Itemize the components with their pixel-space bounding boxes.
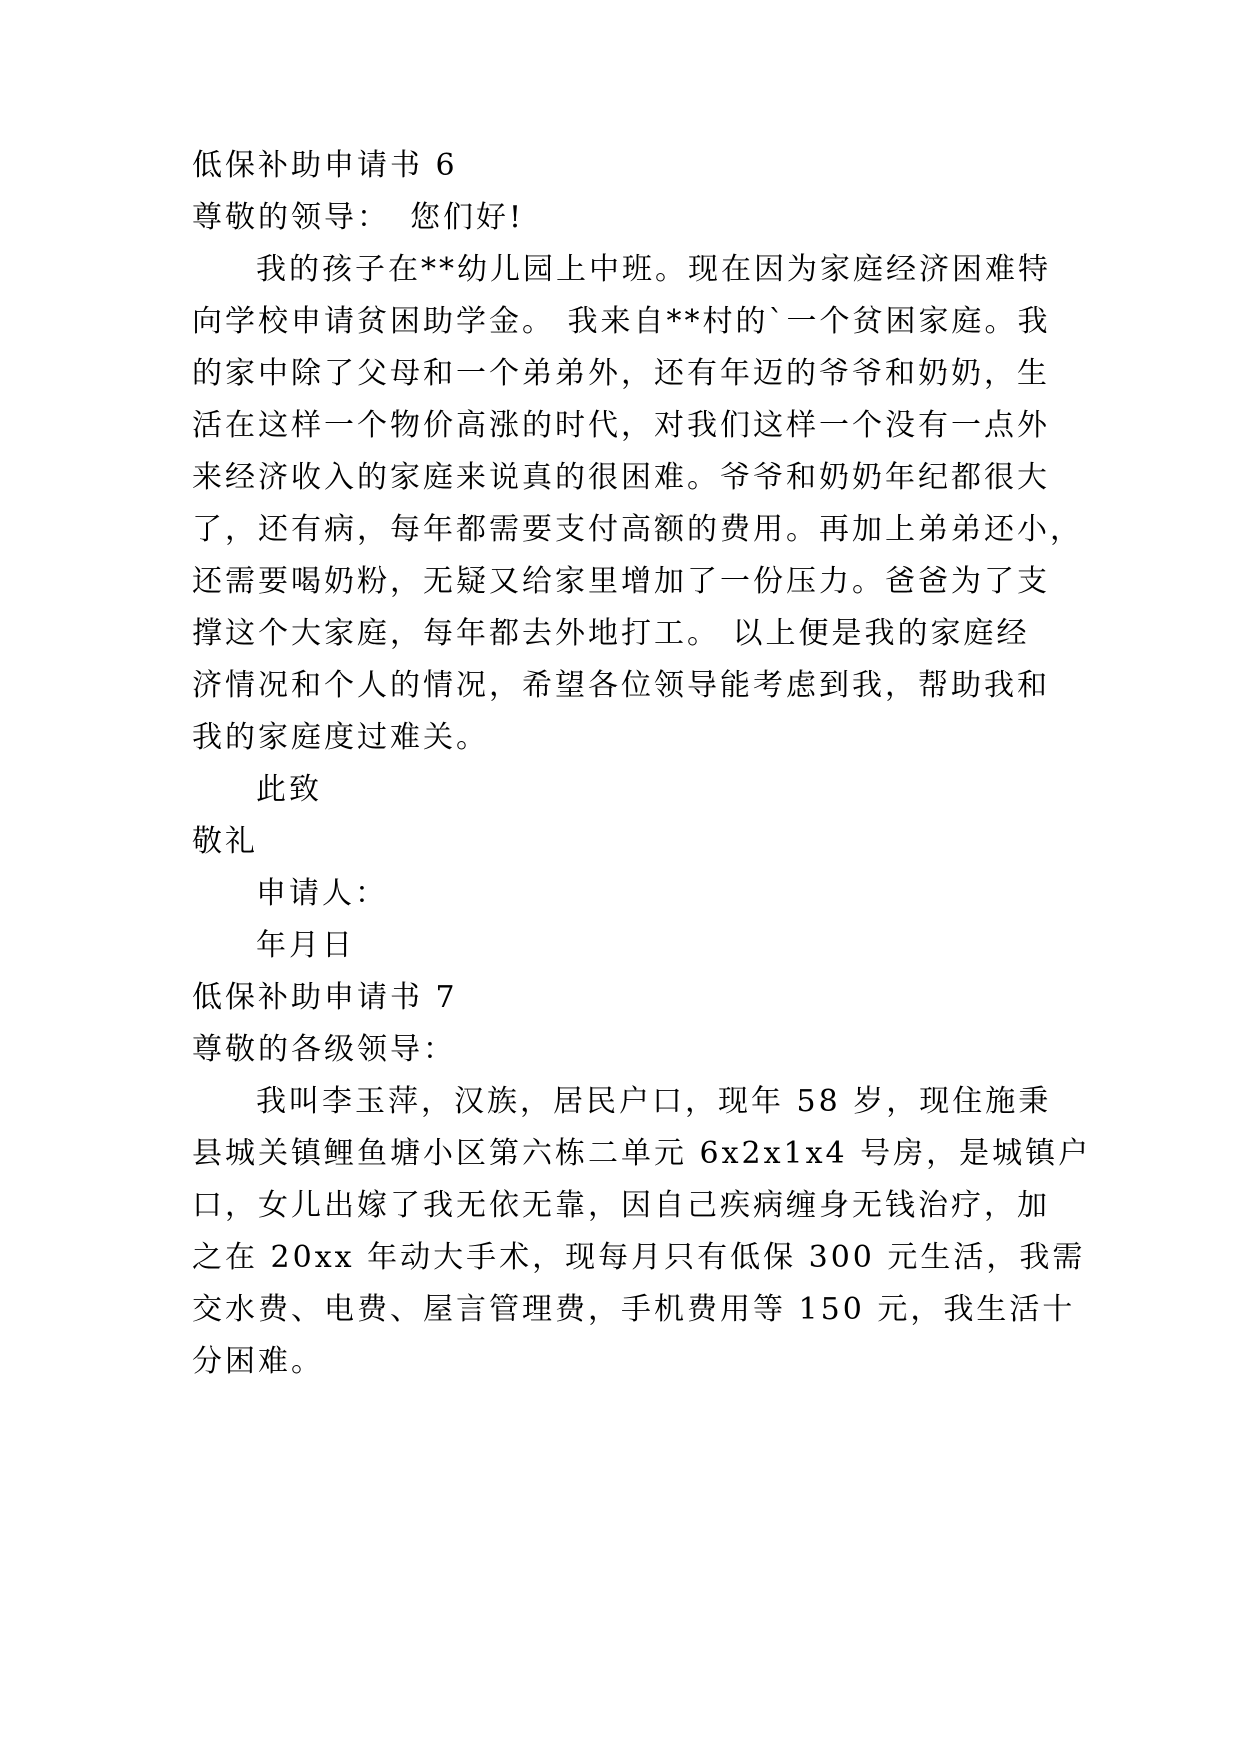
salutation-6 — [192, 198, 524, 238]
salutation-7: 尊敬的各级领导： — [192, 1032, 456, 1067]
paragraph-line: 县城关镇鲤鱼塘小区第六栋二单元 6x2x1x4 号房，是城镇户 — [192, 1136, 1092, 1171]
paragraph-line: 之在 20xx 年动大手术，现每月只有低保 300 元生活，我需 — [192, 1240, 1086, 1275]
paragraph-line: 我的孩子在**幼儿园上中班。现在因为家庭经济困难特 — [256, 252, 1051, 287]
section-title-6: 低保补助申请书 6 — [192, 148, 458, 183]
paragraph-line: 撑这个大家庭，每年都去外地打工。 以上便是我的家庭经 — [192, 616, 1030, 651]
paragraph-line: 活在这样一个物价高涨的时代，对我们这样一个没有一点外 — [192, 408, 1050, 443]
salutation-6-addressee: 尊敬的领导： — [192, 200, 390, 235]
paragraph-line: 来经济收入的家庭来说真的很困难。爷爷和奶奶年纪都很大 — [192, 460, 1050, 495]
salutation-6-greeting: 您们好! — [410, 200, 525, 235]
paragraph-line: 向学校申请贫困助学金。 我来自**村的`一个贫困家庭。我 — [192, 304, 1051, 339]
closing-jing-li: 敬礼 — [192, 824, 258, 859]
paragraph-line: 了，还有病，每年都需要支付高额的费用。再加上弟弟还小， — [192, 512, 1083, 547]
paragraph-line: 济情况和个人的情况，希望各位领导能考虑到我，帮助我和 — [192, 668, 1050, 703]
paragraph-line: 还需要喝奶粉，无疑又给家里增加了一份压力。爸爸为了支 — [192, 564, 1050, 599]
paragraph-line: 的家中除了父母和一个弟弟外，还有年迈的爷爷和奶奶，生 — [192, 356, 1050, 391]
paragraph-line: 口，女儿出嫁了我无依无靠，因自己疾病缠身无钱治疗，加 — [192, 1188, 1050, 1223]
paragraph-line: 交水费、电费、屋言管理费，手机费用等 150 元，我生活十 — [192, 1292, 1076, 1327]
closing-ci-zhi: 此致 — [256, 772, 322, 807]
applicant-label: 申请人： — [256, 876, 388, 911]
date-label: 年月日 — [256, 928, 355, 963]
section-title-7: 低保补助申请书 7 — [192, 980, 458, 1015]
paragraph-line: 我叫李玉萍，汉族，居民户口，现年 58 岁，现住施秉 — [256, 1084, 1052, 1119]
paragraph-line: 我的家庭度过难关。 — [192, 720, 489, 755]
paragraph-line: 分困难。 — [192, 1344, 324, 1379]
